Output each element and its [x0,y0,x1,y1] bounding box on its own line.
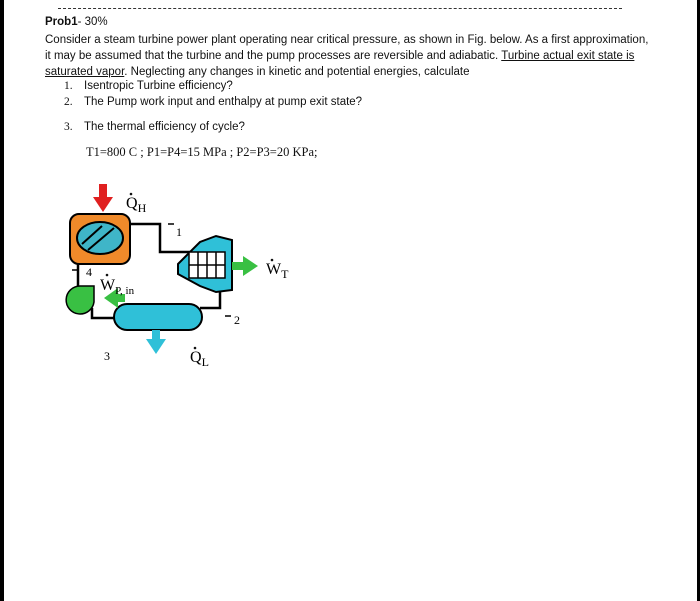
turbine-work-dot [271,259,274,262]
state-3-label: 3 [104,349,110,363]
pump-work-label: $W_{P, in}$ [100,277,135,297]
question-1-text: Isentropic Turbine efficiency? [84,80,233,92]
page-border-left [0,0,4,601]
heat-out-arrow-icon [146,330,166,354]
state-4-label: 4 [86,265,92,279]
turbine-work-arrow-icon [232,256,258,276]
rankine-cycle-diagram [60,178,320,378]
heat-in-dot [130,193,133,196]
heat-out-dot [194,347,197,350]
pump [66,286,94,314]
problem-title [45,16,108,28]
state-1-label: 1 [176,225,182,239]
statement-line-2-text: it may be assumed that the turbine and the pump processes are reversible and adiabatic. [45,50,502,62]
question-3-number: 3. [64,121,73,133]
condenser [114,304,202,330]
state-2-label: 2 [234,313,240,327]
question-2 [64,96,362,108]
problem-statement [45,32,660,80]
question-1-number: 1. [64,80,73,92]
given-conditions: T1=800 C ; P1=P4=15 MPa ; P2=P3=20 KPa; [86,145,318,159]
heat-out-label: $Q_L$ [190,349,209,369]
question-3-text: The thermal efficiency of cycle? [84,121,245,133]
question-1 [64,80,233,92]
question-2-text: The Pump work input and enthalpy at pump exit state? [84,96,363,108]
dashed-separator [58,8,622,9]
problem-title-bold: Prob1 [45,16,78,28]
turbine [178,236,232,292]
pump-work-dot [106,274,109,277]
statement-line-1: Consider a steam turbine power plant operating near critical pressure, as shown in Fig. below. As a first approximation, [45,34,649,46]
statement-line-3-text: . Neglecting any changes in kinetic and potential energies, calculate [124,66,470,78]
statement-line-2 [45,48,660,64]
pipe-condenser-to-pump [92,308,115,318]
turbine-work-label: $W_T$ [266,261,289,281]
heat-in-label: $Q_H$ [126,195,147,215]
statement-underlined-1: Turbine actual exit state is [501,50,635,62]
statement-line-3 [45,64,660,80]
boiler [70,214,130,264]
problem-title-weight: - 30% [77,16,108,28]
question-3 [64,121,245,133]
statement-underlined-2: saturated vapor [45,66,125,78]
question-2-number: 2. [64,96,73,108]
heat-in-arrow-icon [93,184,113,212]
